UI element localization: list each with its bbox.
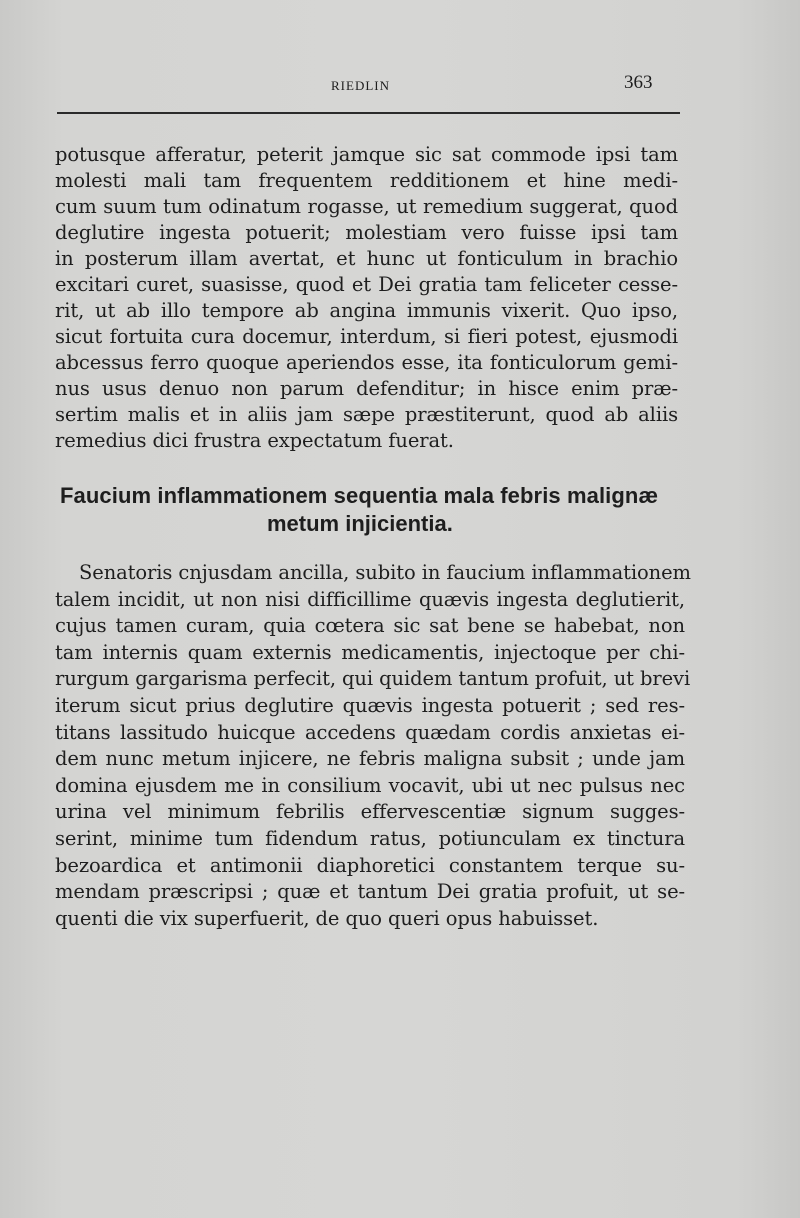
text-line: molesti mali tam frequentem redditionem et hine medi- xyxy=(55,169,678,192)
section-heading-line: Faucium inflammationem sequentia mala febris malignæ xyxy=(60,483,659,508)
text-line: sicut fortuita cura docemur, interdum, si fieri potest, ejusmodi xyxy=(55,325,678,348)
text-line: urina vel minimum febrilis effervescentiæ signum sugges- xyxy=(55,800,685,824)
text-line: cujus tamen curam, quia cœtera sic sat bene se habebat, non xyxy=(55,614,685,638)
text-line: iterum sicut prius deglutire quævis ingesta potuerit ; sed res- xyxy=(55,693,685,717)
text-line: Senatoris cnjusdam ancilla, subito in faucium inflammationem xyxy=(79,561,691,584)
page-number: 363 xyxy=(624,72,653,93)
text-line: remedius dici frustra expectatum fuerat. xyxy=(55,429,454,452)
text-line: in posterum illam avertat, et hunc ut fonticulum in brachio xyxy=(55,247,678,270)
text-line: excitari curet, suasisse, quod et Dei gratia tam feliceter cesse- xyxy=(55,273,678,296)
text-line: rurgum gargarisma perfecit, qui quidem tantum profuit, ut brevi xyxy=(55,667,691,691)
text-line: titans lassitudo huicque accedens quædam cordis anxietas ei- xyxy=(55,720,685,744)
section-heading-line: metum injicientia. xyxy=(267,511,453,536)
paragraph-body xyxy=(55,560,691,932)
text-line: potusque afferatur, peterit jamque sic sat commode ipsi tam xyxy=(55,143,678,166)
text-line: mendam præscripsi ; quæ et tantum Dei gratia profuit, ut se- xyxy=(55,880,685,904)
section-heading xyxy=(60,482,700,538)
text-line: rit, ut ab illo tempore ab angina immunis vixerit. Quo ipso, xyxy=(55,299,678,322)
text-line: domina ejusdem me in consilium vocavit, ubi ut nec pulsus nec xyxy=(55,773,685,797)
text-line: deglutire ingesta potuerit; molestiam vero fuisse ipsi tam xyxy=(55,221,678,244)
text-line: dem nunc metum injicere, ne febris maligna subsit ; unde jam xyxy=(55,747,685,771)
paragraph-continued xyxy=(55,142,678,454)
text-line: nus usus denuo non parum defenditur; in hisce enim præ- xyxy=(55,377,678,400)
text-line: talem incidit, ut non nisi difficillime quævis ingesta deglutierit, xyxy=(55,587,685,611)
header-rule xyxy=(57,112,680,114)
text-line: bezoardica et antimonii diaphoretici constantem terque su- xyxy=(55,853,685,877)
running-head: RIEDLIN xyxy=(331,78,390,93)
text-line: cum suum tum odinatum rogasse, ut remedium suggerat, quod xyxy=(55,195,678,218)
text-line: quenti die vix superfuerit, de quo queri opus habuisset. xyxy=(55,906,599,930)
text-line: serint, minime tum fidendum ratus, potiunculam ex tinctura xyxy=(55,826,685,850)
text-line: abcessus ferro quoque aperiendos esse, ita fonticulorum gemi- xyxy=(55,351,678,374)
text-line: tam internis quam externis medicamentis, injectoque per chi- xyxy=(55,640,685,664)
text-line: sertim malis et in aliis jam sæpe præstiterunt, quod ab aliis xyxy=(55,403,678,426)
